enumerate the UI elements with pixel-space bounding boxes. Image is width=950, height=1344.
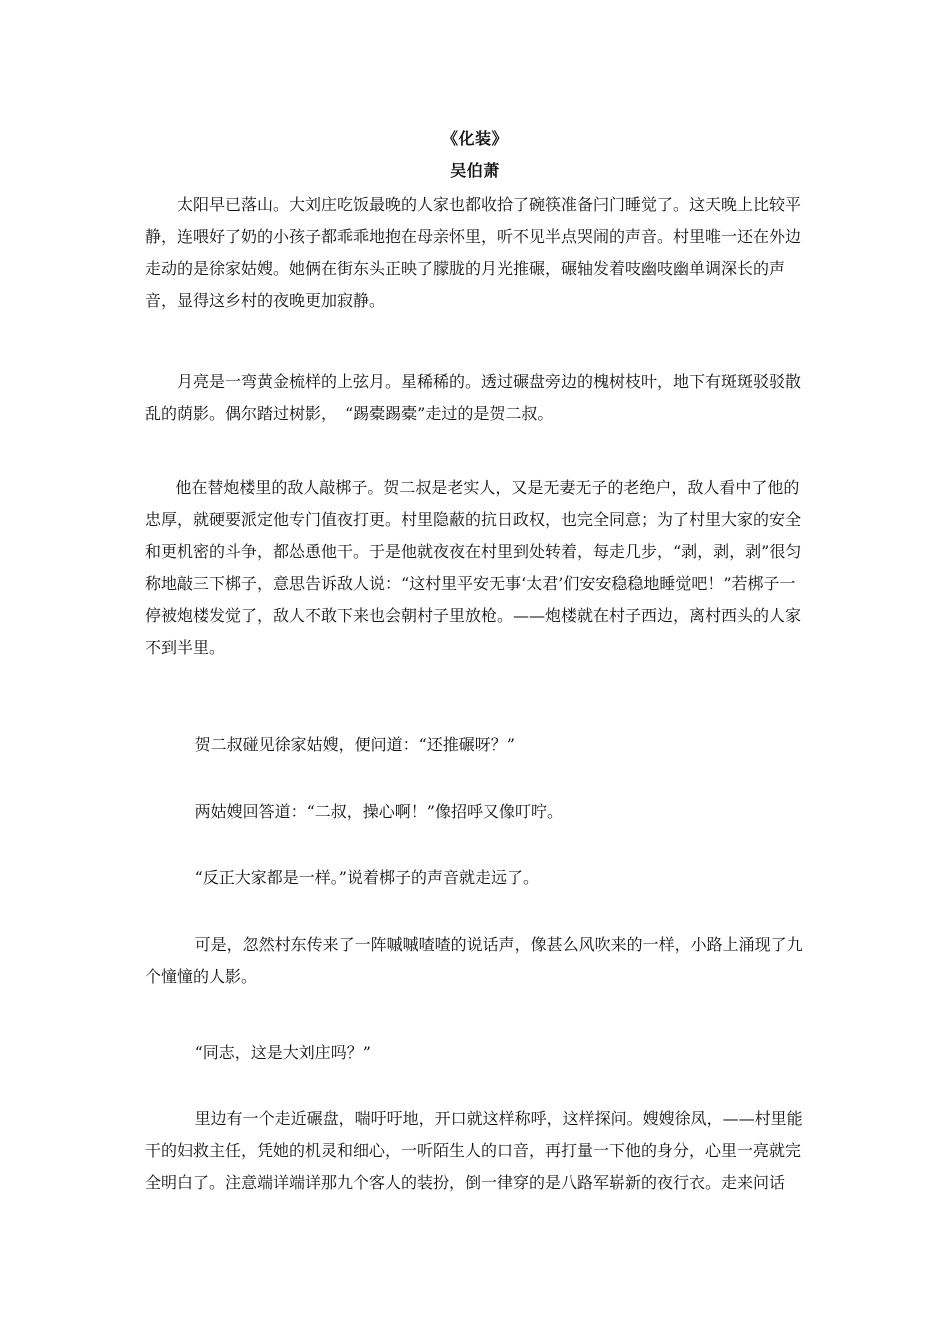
paragraph-9: 里边有一个走近碾盘，喘吁吁地，开口就这样称呼，这样探问。嫂嫂徐凤，——村里能干的妇救主任，凭她的机灵和细心，一听陌生人的口音，再打量一下他的身分，心里一亮就完全明白了。注意端详端详那九个客人的装扮，倒一律穿的是八路军崭新的夜行衣。走来问话 xyxy=(145,1109,803,1192)
paragraph-8: “同志，这是大刘庄吗？” xyxy=(194,1043,371,1062)
document-title: 《化装》 xyxy=(441,129,508,148)
paragraph-2: 月亮是一弯黄金梳样的上弦月。星稀稀的。透过碾盘旁边的槐树枝叶，地下有斑斑驳驳散乱的荫影。偶尔踏过树影， “踢橐踢橐”走过的是贺二叔。 xyxy=(145,372,802,423)
paragraph-7: 可是，忽然村东传来了一阵嘁嘁喳喳的说话声，像甚么风吹来的一样，小路上涌现了九个憧憧的人影。 xyxy=(145,935,803,986)
paragraph-6: “反正大家都是一样。”说着梆子的声音就走远了。 xyxy=(194,868,539,887)
paragraph-1: 太阳早已落山。大刘庄吃饭最晚的人家也都收拾了碗筷准备闩门睡觉了。这天晚上比较平静，连喂好了奶的小孩子都乖乖地抱在母亲怀里，听不见半点哭闹的声音。村里唯一还在外边走动的是徐家姑嫂。她俩在街东头正映了朦胧的月光推碾，碾轴发着吱幽吱幽单调深长的声音，显得这乡村的夜晚更加寂静。 xyxy=(145,195,802,310)
document-author: 吴伯萧 xyxy=(450,161,500,180)
paragraph-5: 两姑嫂回答道：“二叔，操心啊！”像招呼又像叮咛。 xyxy=(194,802,563,821)
paragraph-4: 贺二叔碰见徐家姑嫂，便问道：“还推碾呀？” xyxy=(194,735,515,754)
paragraph-3: 他在替炮楼里的敌人敲梆子。贺二叔是老实人，又是无妻无子的老绝户，敌人看中了他的忠厚，就硬要派定他专门值夜打更。村里隐蔽的抗日政权，也完全同意；为了村里大家的安全和更机密的斗争，都怂恿他干。于是他就夜夜在村里到处转着，每走几步，“剥，剥，剥”很匀称地敲三下梆子，意思告诉敌人说：“这村里平安无事‘太君’们安安稳稳地睡觉吧！”若梆子一停被炮楼发觉了，敌人不敢下来也会朝村子里放枪。——炮楼就在村子西边，离村西头的人家不到半里。 xyxy=(145,478,802,657)
